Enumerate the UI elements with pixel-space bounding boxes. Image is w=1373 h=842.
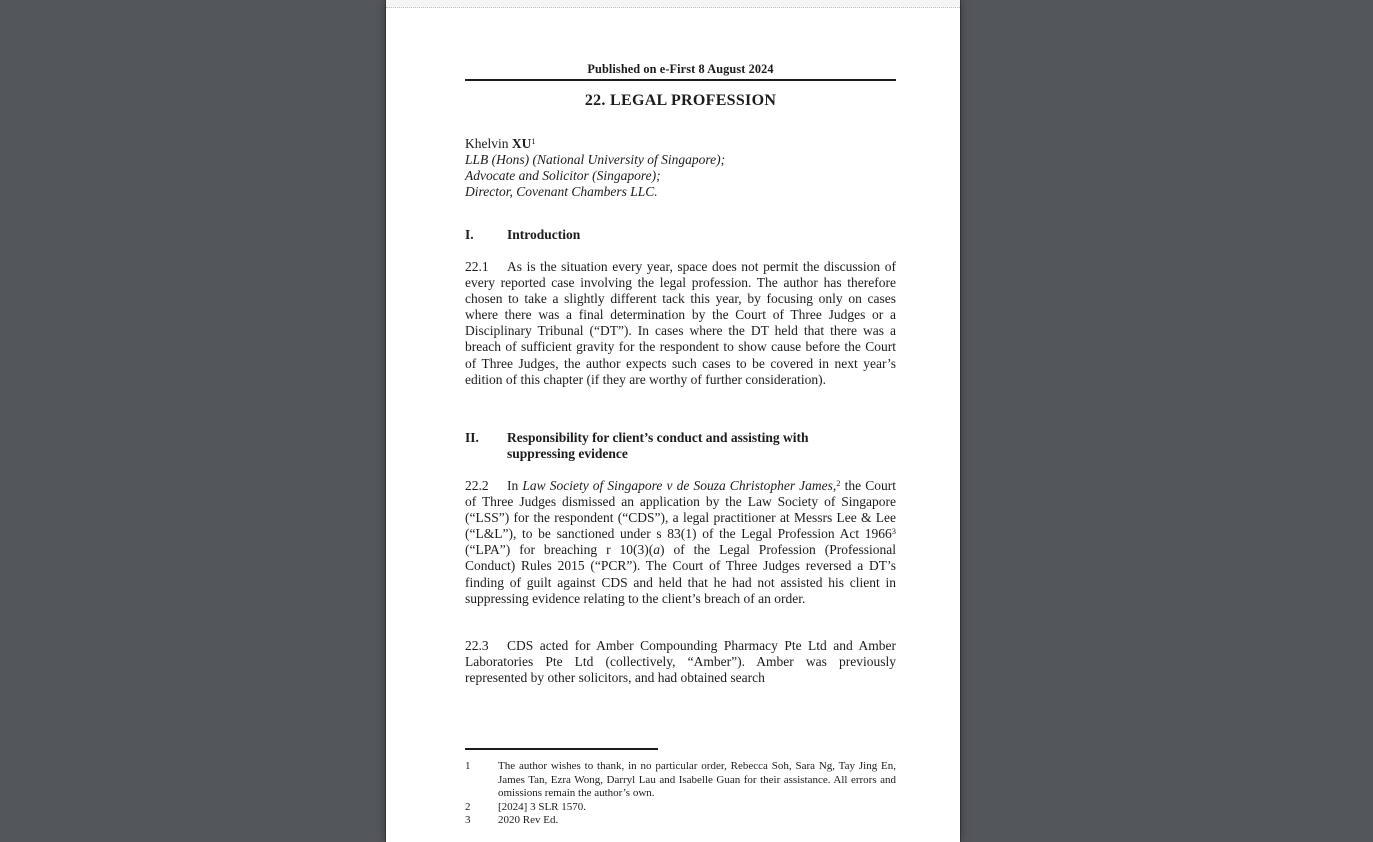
section-number: I. (465, 227, 474, 242)
footnote (465, 814, 896, 828)
section-heading-text: Responsibility for client’s conduct and assisting with suppressing evidence (507, 430, 809, 462)
header-rule (465, 79, 896, 81)
section-heading-responsibility (465, 430, 896, 462)
footnote-text: [2024] 3 SLR 1570. (498, 800, 586, 813)
footnote-separator (465, 748, 658, 750)
author-credential: Advocate and Solicitor (Singapore); (465, 168, 661, 184)
published-date-header: Published on e-First 8 August 2024 (587, 62, 774, 76)
section-heading-text: Introduction (507, 227, 581, 242)
paragraph-text: In Law Society of Singapore v de Souza Christopher James,$^2$ the Court of Three Judges dismissed an application by the Law Society of Singapore (“LSS”) for the respondent (“CDS”), a legal practitioner at Messrs Lee & Lee (“L&L”), to be sanctioned under s 83(1) of the Legal Profession Act 1966$^3$ (“LPA”) for breaching r 10(3)(a) of the Legal Profession (Professional Conduct) Rules 2015 (“PCR”). The Court of Three Judges reversed a DT’s finding of guilt against CDS and held that he had not assisted his client in suppressing evidence relating to the client’s breach of an order. (465, 477, 897, 606)
footnotes-block (465, 760, 896, 828)
author-credential: LLB (Hons) (National University of Singapore); (465, 152, 726, 168)
footnote-number: 2 (465, 800, 471, 813)
paragraph-number: 22.3 (465, 638, 489, 653)
footnote-number: 1 (465, 760, 471, 772)
paragraph-22-2 (465, 478, 896, 607)
footnote-number: 3 (465, 814, 471, 826)
footnote (465, 760, 896, 801)
chapter-title: 22. LEGAL PROFESSION (584, 92, 777, 109)
paragraph-text: CDS acted for Amber Compounding Pharmacy Pte Ltd and Amber Laboratories Pte Ltd (collectively, “Amber”). Amber was previously represented by other solicitors, and had obtained search (465, 638, 896, 686)
author-name: Khelvin XU$^1$ (465, 135, 536, 151)
author-block (465, 136, 896, 200)
page-break-separator (386, 0, 960, 8)
paragraph-number: 22.2 (465, 478, 489, 493)
paragraph-number: 22.1 (465, 259, 489, 274)
footnote-text: The author wishes to thank, in no particular order, Rebecca Soh, Sara Ng, Tay Jing En, James Tan, Ezra Wong, Darryl Lau and Isabelle Guan for their assistance. All errors and omissions remain the author’s own. (498, 760, 896, 799)
paragraph-22-3 (465, 638, 896, 686)
footnote (465, 801, 896, 815)
document-page[interactable] (386, 0, 960, 842)
paragraph-text: As is the situation every year, space does not permit the discussion of every reported case involving the legal profession. The author has therefore chosen to take a slightly different tack this year, by focusing only on cases where there was a final determination by the Court of Three Judges or a Disciplinary Tribunal (“DT”). In cases where the DT held that there was a breach of sufficient gravity for the respondent to show cause before the Court of Three Judges, the author expects such cases to be covered in next year’s edition of this chapter (if they are worthy of further consideration). (465, 259, 896, 387)
paragraph-22-1 (465, 259, 896, 388)
author-credential: Director, Covenant Chambers LLC. (465, 184, 658, 200)
footnote-text: 2020 Rev Ed. (498, 814, 559, 826)
section-heading-introduction (465, 227, 896, 243)
section-number: II. (465, 430, 479, 445)
